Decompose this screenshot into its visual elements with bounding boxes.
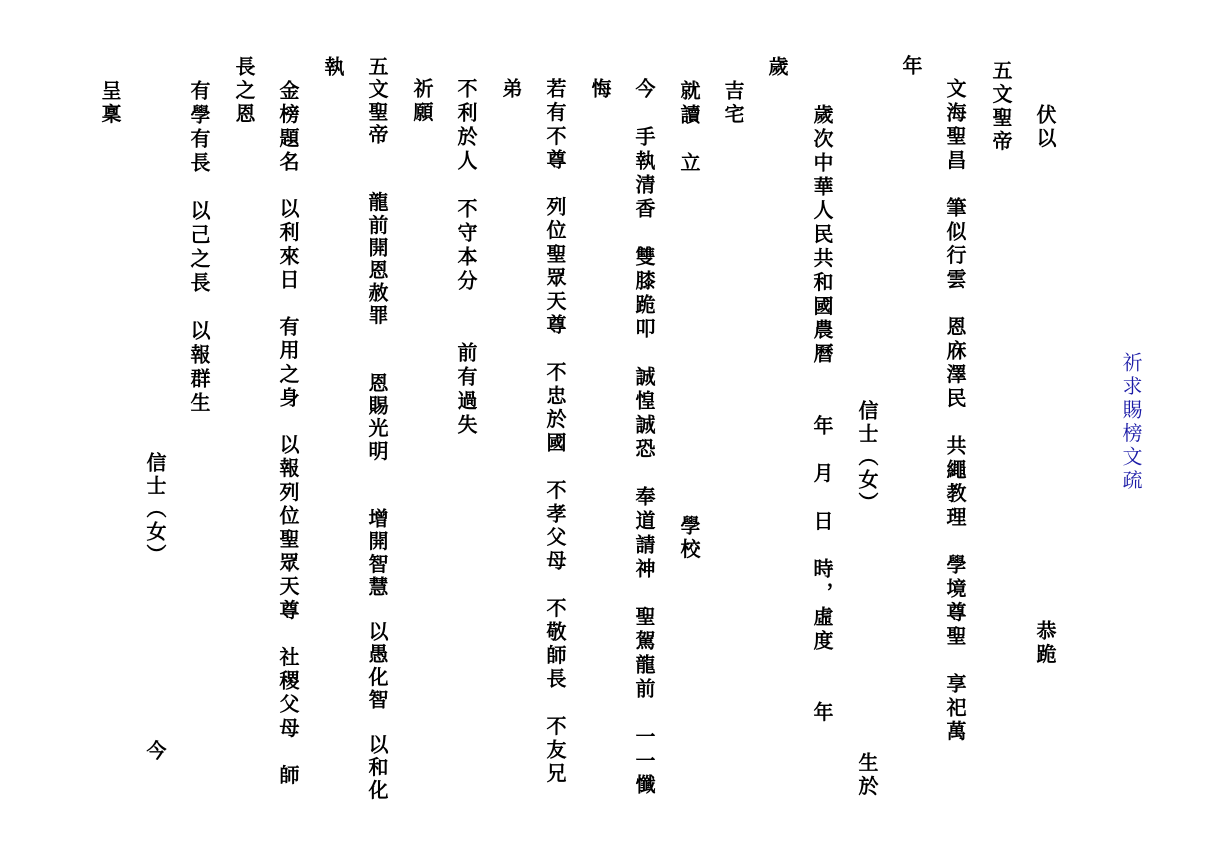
column-16: 五文聖帝 龍前開恩赦罪 恩賜光明 增開智慧 以愚化智 以和化 xyxy=(365,56,389,802)
column-13: 弟 xyxy=(499,78,523,102)
column-02: 五文聖帝 xyxy=(989,60,1013,154)
column-19: 長之恩 xyxy=(232,56,256,127)
column-20: 有學有長 以己之長 以報群生 xyxy=(187,80,211,416)
column-04: 年 xyxy=(899,55,923,79)
column-09-segment-2: 學校 xyxy=(677,515,701,562)
document-title: 祈求賜榜文疏 xyxy=(1119,352,1143,493)
column-22: 呈稟 xyxy=(98,80,122,127)
column-10: 今 手執清香 雙膝跪叩 誠惶誠恐 奉道請神 聖駕龍前 一一懺 xyxy=(632,78,656,798)
column-03: 文海聖昌 筆似行雲 恩庥澤民 共繩教理 學境尊聖 享祀萬 xyxy=(943,78,967,745)
column-08: 吉宅 xyxy=(721,80,745,127)
column-09-segment-1: 就讀 立 xyxy=(677,80,701,176)
column-21-segment-2: 今 xyxy=(143,740,167,764)
column-05-segment-2: 生於 xyxy=(855,752,879,799)
column-21-segment-1: 信士（女） xyxy=(143,452,167,567)
column-15: 祈願 xyxy=(410,78,434,125)
column-06: 歲次中華人民共和國農曆 年 月 日 時，虛度 年 xyxy=(810,104,834,726)
column-01-segment-2: 恭跪 xyxy=(1033,620,1057,667)
column-12: 若有不尊 列位聖眾天尊 不忠於國 不孝父母 不敬師長 不友兄 xyxy=(543,78,567,786)
column-17: 執 xyxy=(321,56,345,80)
column-18: 金榜題名 以利來日 有用之身 以報列位聖眾天尊 社稷父母 師 xyxy=(276,80,300,788)
column-01-segment-1: 伏以 xyxy=(1033,104,1057,151)
column-05-segment-1: 信士（女） xyxy=(855,400,879,515)
column-14: 不利於人 不守本分 前有過失 xyxy=(454,78,478,438)
column-11: 悔 xyxy=(588,78,612,102)
column-07: 歲 xyxy=(765,56,789,80)
